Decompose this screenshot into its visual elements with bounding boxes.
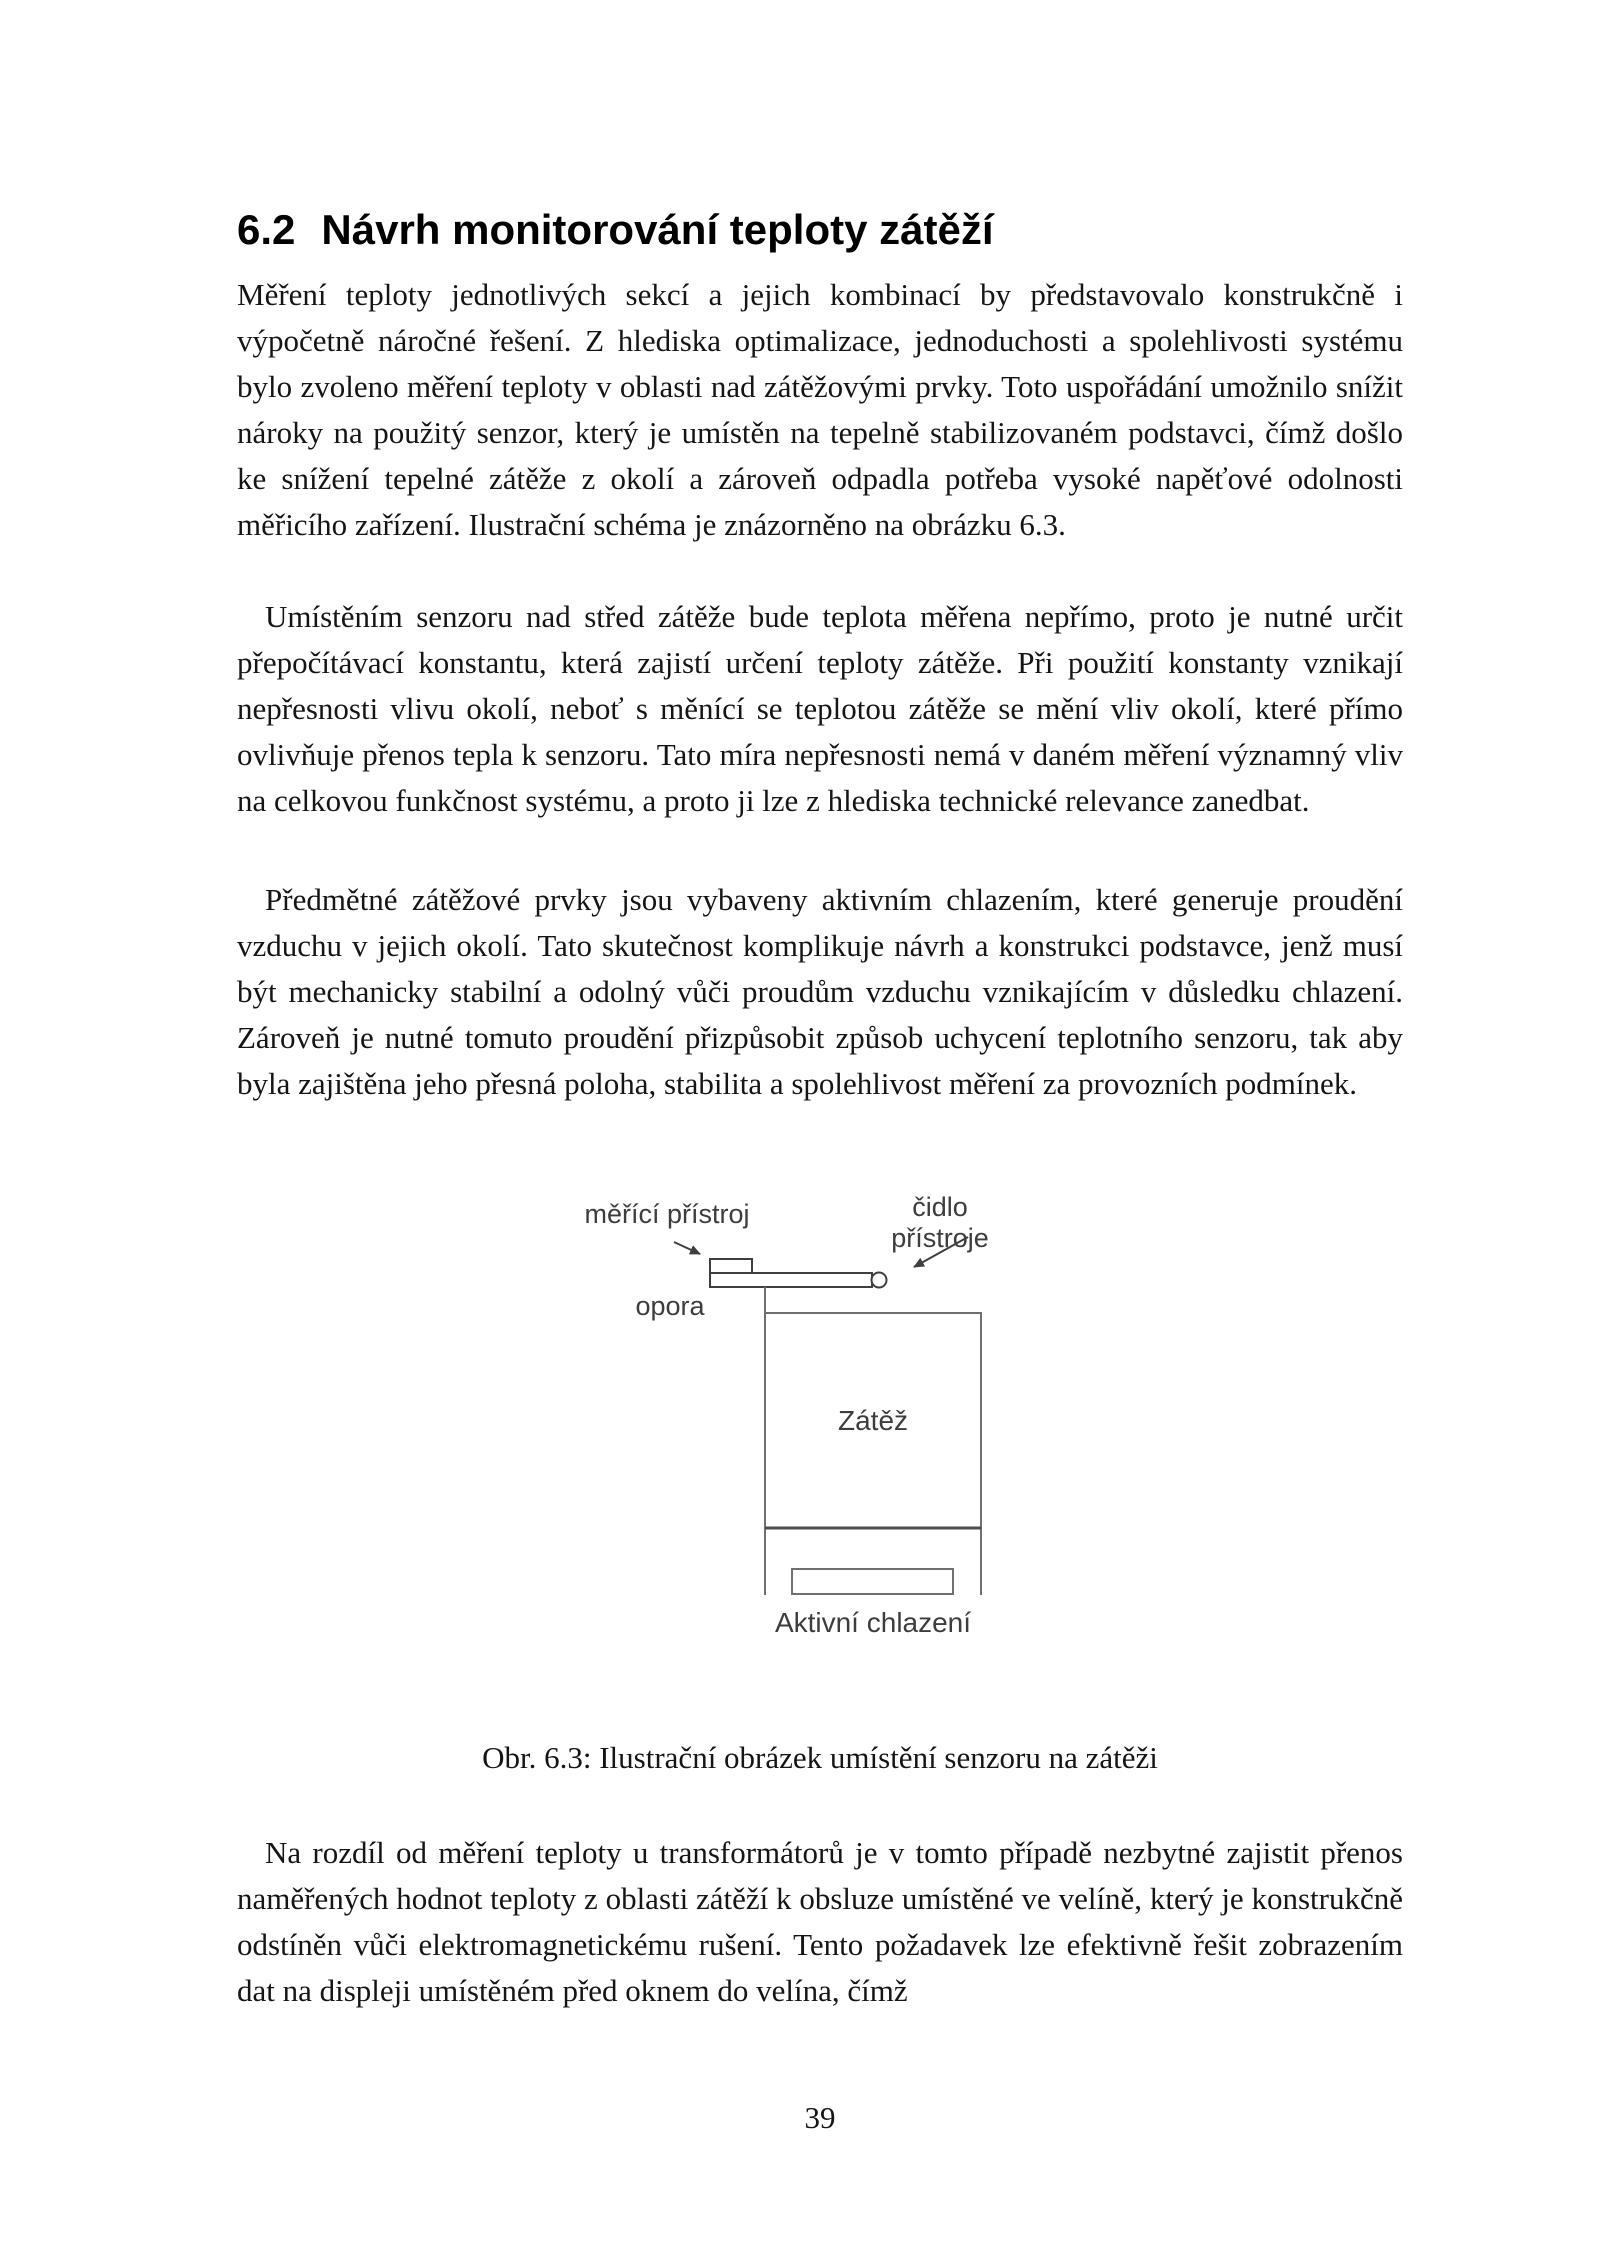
sensor-placement-diagram xyxy=(580,1190,1000,1650)
arm-shape xyxy=(710,1273,872,1287)
label-sensor-line2: přístroje xyxy=(891,1223,989,1253)
figure-caption: Obr. 6.3: Ilustrační obrázek umístění senzoru na zátěži xyxy=(482,1740,1158,1775)
label-support: opora xyxy=(635,1291,705,1321)
arrow-to-instrument-icon xyxy=(674,1242,700,1254)
body-paragraph-2: Umístěním senzoru nad střed zátěže bude teplota měřena nepřímo, proto je nutné určit přepočítávací konstantu, která zajistí určení teploty zátěže. Při použití konstanty vznikají nepřesnosti vlivu okolí, neboť s měnící se teplotou zátěže se mění vliv okolí, které přímo ovlivňuje přenos tepla k senzoru. Tato míra nepřesnosti nemá v daném měření významný vliv na celkovou funkčnost systému, a proto ji lze z hlediska technické relevance zanedbat. xyxy=(237,599,1403,818)
label-load: Zátěž xyxy=(837,1405,909,1436)
label-measuring-instrument: měřící přístroj xyxy=(584,1199,750,1229)
page-number: 39 xyxy=(804,2100,836,2135)
instrument-box-shape xyxy=(710,1259,752,1273)
body-paragraph-4: Na rozdíl od měření teploty u transformátorů je v tomto případě nezbytné zajistit přenos naměřených hodnot teploty z oblasti zátěží k obsluze umístěné ve velíně, který je konstrukčně odstíněn vůči elektromagnetickému rušení. Tento požadavek lze efektivně řešit zobrazením dat na displeji umístěném před oknem do velína, čímž xyxy=(237,1835,1403,2008)
sensor-circle-shape xyxy=(872,1273,887,1288)
body-paragraph-1: Měření teploty jednotlivých sekcí a jejich kombinací by představovalo konstrukčně i výpočetně náročné řešení. Z hlediska optimalizace, jednoduchosti a spolehlivosti systému bylo zvoleno měření teploty v oblasti nad zátěžovými prvky. Toto uspořádání umožnilo snížit nároky na použitý senzor, který je umístěn na tepelně stabilizovaném podstavci, čímž došlo ke snížení tepelné zátěže z okolí a zároveň odpadla potřeba vysoké napěťové odolnosti měřicího zařízení. Ilustrační schéma je znázorněno na obrázku 6.3. xyxy=(237,277,1403,542)
section-heading xyxy=(237,206,1403,254)
section-number: 6.2 xyxy=(237,206,296,254)
label-sensor-line1: čidlo xyxy=(912,1192,968,1222)
label-active-cooling: Aktivní chlazení xyxy=(774,1607,972,1638)
cooling-fan-shape xyxy=(792,1569,953,1594)
load-box-shape xyxy=(765,1313,981,1595)
section-title: Návrh monitorování teploty zátěží xyxy=(321,206,994,254)
body-paragraph-3: Předmětné zátěžové prvky jsou vybaveny aktivním chlazením, které generuje proudění vzduchu v jejich okolí. Tato skutečnost komplikuje návrh a konstrukci podstavce, jenž musí být mechanicky stabilní a odolný vůči proudům vzduchu vznikajícím v důsledku chlazení. Zároveň je nutné tomuto proudění přizpůsobit způsob uchycení teplotního senzoru, tak aby byla zajištěna jeho přesná poloha, stabilita a spolehlivost měření za provozních podmínek. xyxy=(237,882,1403,1101)
